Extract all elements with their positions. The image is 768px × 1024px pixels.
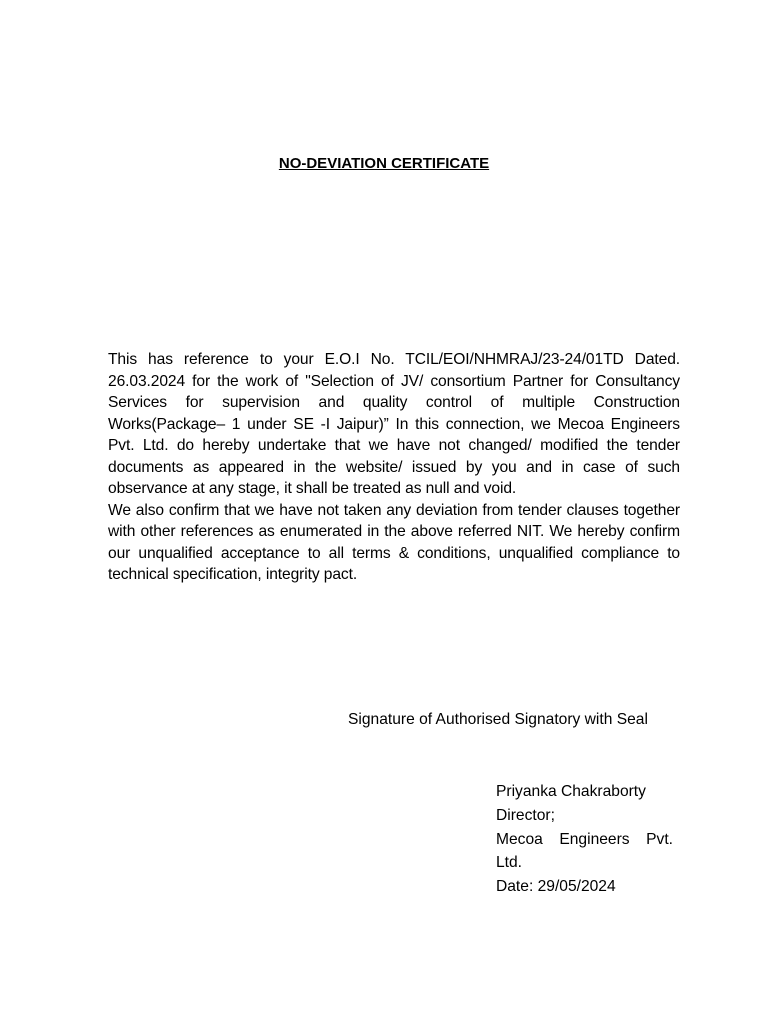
body-paragraph-confirmation: We also confirm that we have not taken any deviation from tender clauses together with other references as enumerated in the above referred NIT. We hereby confirm our unqualified acceptance to all terms & conditions, unqualified compliance to technical specification, integrity pact. bbox=[108, 501, 680, 583]
certificate-title: NO-DEVIATION CERTIFICATE bbox=[278, 155, 490, 172]
signatory-date: Date: 29/05/2024 bbox=[496, 878, 616, 896]
certificate-body bbox=[108, 349, 680, 586]
signatory-block bbox=[496, 780, 673, 899]
body-paragraph-reference: This has reference to your E.O.I No. TCIL/EOI/NHMRAJ/23-24/01TD Dated. 26.03.2024 for the work of "Selection of JV/ consortium Partner for Consultancy Services for supervision and quality control of multiple Construction Works(Package– 1 under SE -I Jaipur)” In this connection, we Mecoa Engineers Pvt. Ltd. do hereby undertake that we have not changed/ modified the tender documents as appeared in the website/ issued by you and in case of such observance at any stage, it shall be treated as null and void. bbox=[108, 351, 680, 497]
signature-caption: Signature of Authorised Signatory with Seal bbox=[348, 711, 648, 728]
signatory-company: Mecoa Engineers Pvt. Ltd. bbox=[496, 830, 673, 872]
signatory-designation: Director; bbox=[496, 806, 555, 824]
signatory-name: Priyanka Chakraborty bbox=[496, 783, 646, 800]
